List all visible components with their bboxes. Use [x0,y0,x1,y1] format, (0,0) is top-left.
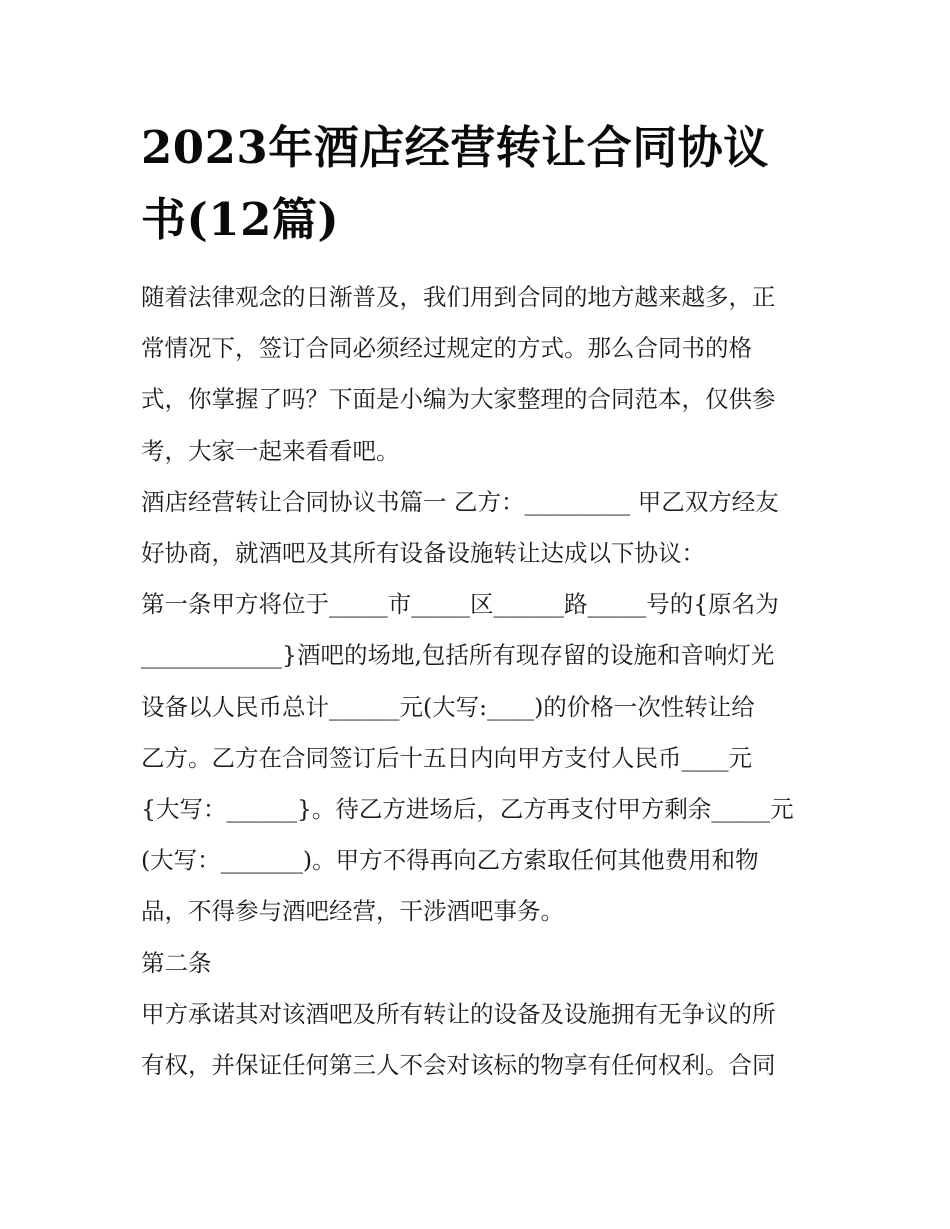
text-line: 品，不得参与酒吧经营，干涉酒吧事务。 [141,897,564,926]
text-line: 第一条甲方将位于_____市_____区______路_____号的{原名为 [141,590,779,619]
title-line: 书(12篇) [141,193,340,246]
text-line: 甲方承诺其对该酒吧及所有转让的设备及设施拥有无争议的所 [141,999,776,1028]
article-one-paragraph [141,579,813,937]
intro-paragraph [141,272,813,477]
article-two-paragraph [141,989,813,1091]
text-line: 第二条 [141,948,212,977]
text-line: 酒店经营转让合同协议书篇一 乙方：_________ 甲乙双方经友 [141,487,779,516]
text-line: 常情况下，签订合同必须经过规定的方式。那么合同书的格 [141,334,752,363]
text-line: 式，你掌握了吗？下面是小编为大家整理的合同范本，仅供参 [141,385,776,414]
text-line: ____________}酒吧的场地,包括所有现存留的设施和音响灯光 [141,641,775,670]
text-line: 考，大家一起来看看吧。 [141,436,400,465]
title-line: 2023年酒店经营转让合同协议 [141,121,769,174]
document-content [141,112,813,1091]
text-line: 好协商，就酒吧及其所有设备设施转让达成以下协议： [141,539,705,568]
parties-paragraph [141,477,813,579]
article-two-heading [141,938,813,989]
text-line: 随着法律观念的日渐普及，我们用到合同的地方越来越多，正 [141,283,776,311]
text-line: 设备以人民币总计______元(大写:____)的价格一次性转让给 [141,692,755,721]
text-line: {大写：______}。待乙方进场后，乙方再支付甲方剩余_____元 [141,795,794,824]
text-line: (大写：_______)。甲方不得再向乙方索取任何其他费用和物 [141,846,759,875]
text-line: 乙方。乙方在合同签订后十五日内向甲方支付人民币____元 [141,743,752,772]
document-body [141,272,813,1091]
document-title [141,112,813,256]
text-line: 有权，并保证任何第三人不会对该标的物享有任何权利。合同 [141,1051,776,1080]
